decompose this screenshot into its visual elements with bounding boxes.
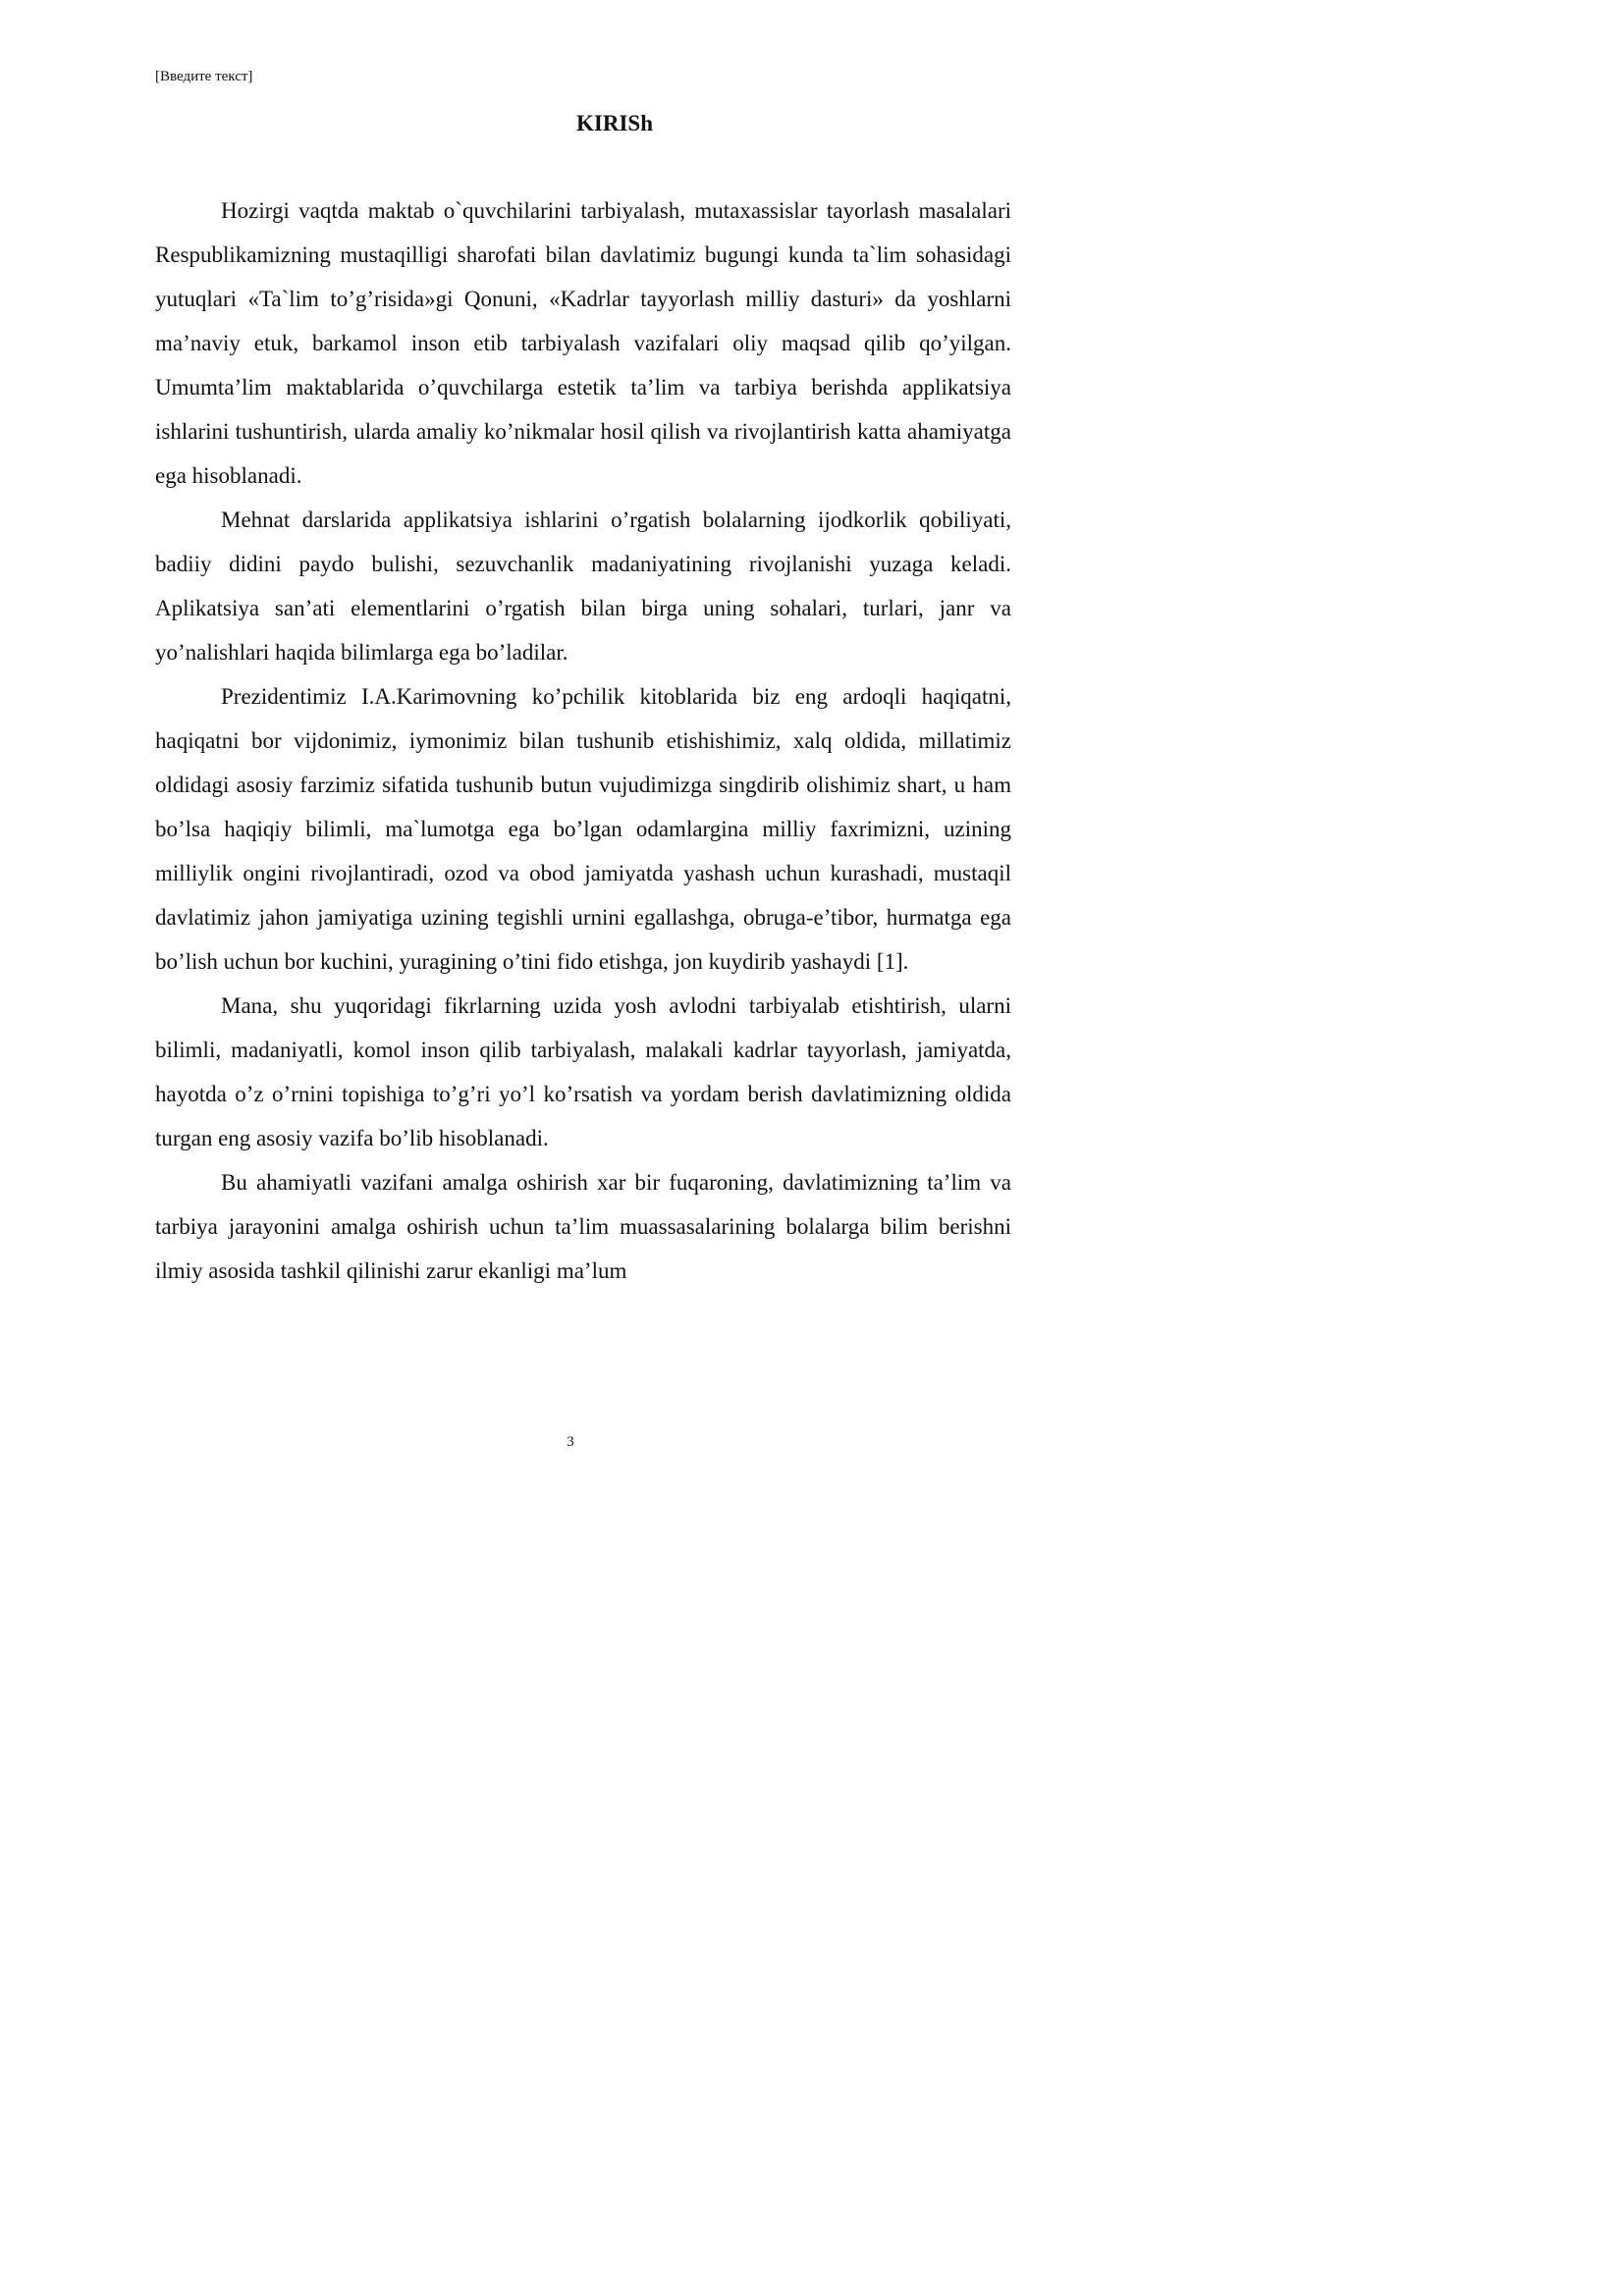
page-title: KIRISh [576,111,653,135]
header-placeholder-text[interactable]: [Введите текст] [155,69,253,84]
body-text [155,188,1011,1293]
paragraph-4: Mana, shu yuqoridagi fikrlarning uzida yosh avlodni tarbiyalab etishtirish, ularni bilimli, madaniyatli, komol inson qilib tarbiyalash, malakali kadrlar tayyorlash, jamiyatda, hayotda o’z o’rnini topishiga to’g’ri yo’l ko’rsatish va yordam berish davlatimizning oldida turgan eng asosiy vazifa bo’lib hisoblanadi. [155,993,1011,1150]
document-page [0,0,1080,1527]
page-number: 3 [567,1434,574,1450]
paragraph-1: Hozirgi vaqtda maktab o`quvchilarini tarbiyalash, mutaxassislar tayorlash masalalari Respublikamizning mustaqilligi sharofati bilan davlatimiz bugungi kunda ta`lim sohasidagi yutuqlari «Ta`lim to’g’risida»gi Qonuni, «Kadrlar tayyorlash milliy dasturi» da yoshlarni ma’naviy etuk, barkamol inson etib tarbiyalash vazifalari oliy maqsad qilib qo’yilgan. Umumta’lim maktablarida o’quvchilarga estetik ta’lim va tarbiya berishda applikatsiya ishlarini tushuntirish, ularda amaliy ko’nikmalar hosil qilish va rivojlantirish katta ahamiyatga ega hisoblanadi. [155,198,1011,488]
paragraph-5: Bu ahamiyatli vazifani amalga oshirish xar bir fuqaroning, davlatimizning ta’lim va tarbiya jarayonini amalga oshirish uchun ta’lim muassasalarining bolalarga bilim berishni ilmiy asosida tashkil qilinishi zarur ekanligi ma’lum [155,1170,1011,1283]
paragraph-3: Prezidentimiz I.A.Karimovning ko’pchilik kitoblarida biz eng ardoqli haqiqatni, haqiqatni bor vijdonimiz, iymonimiz bilan tushunib etishishimiz, xalq oldida, millatimiz oldidagi asosiy farzimiz sifatida tushunib butun vujudimizga singdirib olishimiz shart, u ham bo’lsa haqiqiy bilimli, ma`lumotga ega bo’lgan odamlargina milliy faxrimizni, uzining milliylik ongini rivojlantiradi, ozod va obod jamiyatda yashash uchun kurashadi, mustaqil davlatimiz jahon jamiyatiga uzining tegishli urnini egallashga, obruga-e’tibor, hurmatga ega bo’lish uchun bor kuchini, yuragining o’tini fido etishga, jon kuydirib yashaydi [1]. [155,684,1011,974]
paragraph-2: Mehnat darslarida applikatsiya ishlarini o’rgatish bolalarning ijodkorlik qobiliyati, badiiy didini paydo bulishi, sezuvchanlik madaniyatining rivojlanishi yuzaga keladi. Aplikatsiya san’ati elementlarini o’rgatish bilan birga uning sohalari, turlari, janr va yo’nalishlari haqida bilimlarga ega bo’ladilar. [155,507,1011,665]
